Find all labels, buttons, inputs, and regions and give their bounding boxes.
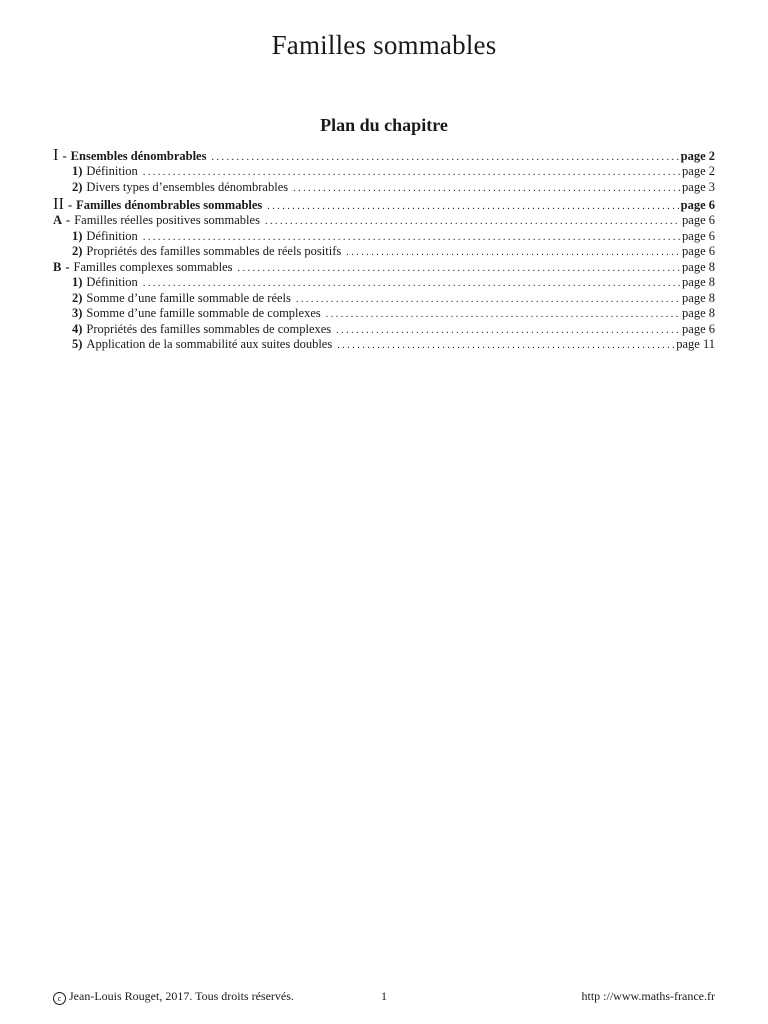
toc-entry[interactable] bbox=[53, 146, 715, 164]
toc-dot-leader bbox=[143, 165, 680, 181]
toc-entry-number: B bbox=[53, 259, 62, 274]
toc-dot-leader bbox=[143, 230, 680, 246]
toc-entry-title: Définition bbox=[86, 228, 138, 243]
toc-entry-page: page 8 bbox=[682, 290, 715, 305]
toc-entry-page: page 6 bbox=[682, 228, 715, 243]
page-title: Familles sommables bbox=[271, 30, 497, 60]
toc-entry[interactable] bbox=[53, 195, 715, 213]
toc-entry[interactable] bbox=[53, 164, 715, 180]
toc-entry-page: page 2 bbox=[680, 149, 715, 163]
toc-entry-number: A bbox=[53, 213, 63, 227]
toc-dot-leader bbox=[293, 181, 680, 197]
toc-entry-page: page 6 bbox=[682, 244, 715, 258]
toc-entry[interactable] bbox=[53, 180, 715, 196]
toc-dot-leader bbox=[238, 261, 680, 277]
toc-entry-title: Familles dénombrables sommables bbox=[76, 198, 263, 212]
toc-entry-number: 2) bbox=[72, 290, 83, 305]
toc-entry-page: page 3 bbox=[682, 179, 715, 194]
footer-page-number: 1 bbox=[381, 989, 387, 1003]
plan-title: Plan du chapitre bbox=[320, 115, 448, 135]
footer-url[interactable]: http ://www.maths-france.fr bbox=[581, 989, 715, 1003]
toc-entry-page: page 11 bbox=[676, 337, 715, 351]
toc-entry-title: Propriétés des familles sommables de réels positifs bbox=[86, 244, 342, 258]
toc-entry-number: 2) bbox=[72, 244, 83, 258]
toc-entry-number: 1) bbox=[72, 164, 83, 178]
toc-entry-number: 3) bbox=[72, 306, 83, 320]
toc-entry-title: Définition bbox=[86, 164, 138, 178]
toc-entry[interactable] bbox=[53, 337, 715, 353]
toc-entry-title: Somme d’une famille sommable de réels bbox=[86, 290, 291, 305]
toc-entry-page: page 6 bbox=[680, 198, 715, 212]
toc-entry[interactable] bbox=[53, 322, 715, 338]
toc-entry-title: Ensembles dénombrables bbox=[70, 149, 207, 163]
toc-entry-page: page 8 bbox=[682, 275, 715, 289]
toc-dot-leader bbox=[326, 307, 680, 323]
toc-entry-separator: - bbox=[65, 259, 70, 274]
toc-entry-page: page 8 bbox=[682, 306, 715, 320]
toc-entry-separator: - bbox=[68, 198, 73, 212]
copyright-icon: c bbox=[53, 992, 66, 1005]
toc-entry-title: Familles complexes sommables bbox=[73, 259, 233, 274]
toc-entry-title: Application de la sommabilité aux suites doubles bbox=[86, 337, 333, 351]
toc-entry-number: 1) bbox=[72, 275, 83, 289]
toc-entry[interactable] bbox=[53, 306, 715, 322]
toc-entry-number: 5) bbox=[72, 337, 83, 351]
toc-entry-page: page 8 bbox=[682, 259, 715, 274]
toc-entry[interactable] bbox=[53, 244, 715, 260]
toc-entry[interactable] bbox=[53, 260, 715, 276]
toc-entry-number: I bbox=[53, 145, 59, 164]
toc-entry[interactable] bbox=[53, 213, 715, 229]
toc-entry-page: page 2 bbox=[682, 164, 715, 178]
toc-entry-title: Définition bbox=[86, 275, 138, 289]
table-of-contents bbox=[53, 146, 715, 353]
toc-entry-page: page 6 bbox=[682, 213, 715, 227]
toc-dot-leader bbox=[296, 292, 680, 308]
toc-dot-leader bbox=[265, 214, 680, 230]
toc-entry-number: 4) bbox=[72, 321, 83, 336]
toc-entry-number: 2) bbox=[72, 179, 83, 194]
toc-entry-number: 1) bbox=[72, 228, 83, 243]
toc-entry-page: page 6 bbox=[682, 321, 715, 336]
toc-entry-title: Propriétés des familles sommables de complexes bbox=[86, 321, 332, 336]
toc-entry[interactable] bbox=[53, 275, 715, 291]
copyright-text: Jean-Louis Rouget, 2017. Tous droits réservés. bbox=[69, 989, 294, 1003]
toc-entry-number: II bbox=[53, 194, 64, 213]
toc-dot-leader bbox=[143, 276, 680, 292]
toc-entry-title: Somme d’une famille sommable de complexes bbox=[86, 306, 321, 320]
toc-dot-leader bbox=[337, 338, 674, 354]
toc-entry-title: Familles réelles positives sommables bbox=[74, 213, 260, 227]
toc-dot-leader bbox=[346, 245, 680, 261]
toc-entry-title: Divers types d’ensembles dénombrables bbox=[86, 179, 289, 194]
toc-entry[interactable] bbox=[53, 291, 715, 307]
toc-dot-leader bbox=[336, 323, 680, 339]
toc-entry-separator: - bbox=[62, 149, 67, 163]
footer bbox=[53, 989, 715, 1005]
toc-entry-separator: - bbox=[66, 213, 71, 227]
toc-entry[interactable] bbox=[53, 229, 715, 245]
